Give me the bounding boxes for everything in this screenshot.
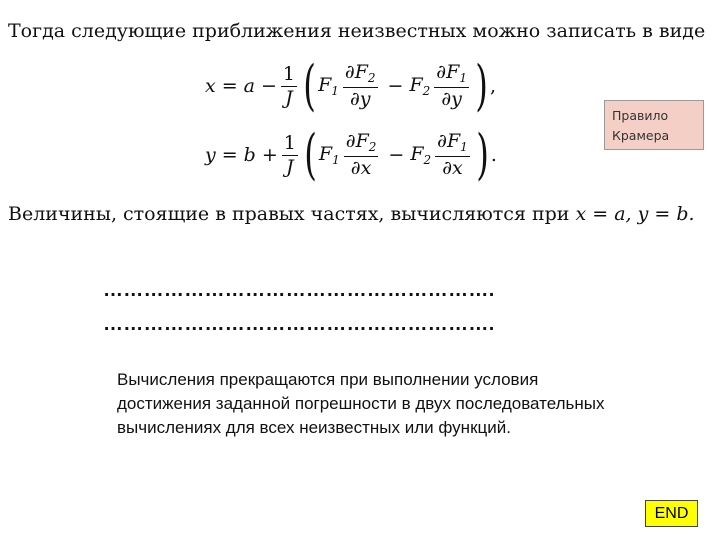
partial-fraction-2: $\frac{\partial F_1}{\partial x}$ <box>437 130 468 179</box>
left-paren: ( <box>303 54 316 117</box>
partial-fraction-1: $\frac{\partial F_2}{\partial x}$ <box>345 130 377 179</box>
eq-equals: = <box>221 144 238 166</box>
eq-sign: + <box>261 144 278 166</box>
cramer-rule-note <box>604 100 704 150</box>
values-text: Величины, стоящие в правых частях, вычисляются при <box>8 203 576 225</box>
eq-end-punct: , <box>490 75 497 97</box>
eq-lhs: x <box>205 75 216 97</box>
right-paren: ) <box>475 54 488 117</box>
intro-text: Тогда следующие приближения неизвестных можно записать в виде <box>8 20 706 42</box>
eq-equals: = <box>221 75 238 97</box>
values-condition: x = a, y = b. <box>575 203 695 225</box>
eq-lhs: y <box>205 144 216 166</box>
eq-minus: − <box>387 75 404 97</box>
partial-fraction-2: $\frac{\partial F_1}{\partial y}$ <box>436 61 467 110</box>
left-paren: ( <box>304 123 317 186</box>
coef-fraction: $\frac{1}{J}$ <box>283 131 296 178</box>
end-button[interactable]: END <box>645 500 698 527</box>
dotted-line-2: …………………………………………………. <box>103 313 495 335</box>
eq-minus: − <box>388 144 405 166</box>
equation-y <box>205 123 497 186</box>
coef-fraction: $\frac{1}{J}$ <box>282 62 295 109</box>
note-line-2: Крамера <box>612 128 670 143</box>
note-line-1: Правило <box>612 108 669 123</box>
eq-end-punct: . <box>490 144 497 166</box>
eq-base: a <box>243 75 255 97</box>
dotted-line-1: …………………………………………………. <box>103 279 495 301</box>
eq-sign: − <box>260 75 277 97</box>
f1-term: $F_1$ <box>318 74 339 98</box>
partial-fraction-1: $\frac{\partial F_2}{\partial y}$ <box>344 61 376 110</box>
right-paren: ) <box>476 123 489 186</box>
stop-condition-text: Вычисления прекращаются при выполнении условия достижения заданной погрешности в двух последовательных вычислениях для всех неизвестных или функций. <box>117 370 605 437</box>
values-line <box>8 203 695 225</box>
equation-x <box>205 54 497 117</box>
eq-base: b <box>243 144 256 166</box>
f2-term: $F_2$ <box>410 143 432 167</box>
f1-term: $F_1$ <box>318 143 340 167</box>
f2-term: $F_2$ <box>409 74 431 98</box>
